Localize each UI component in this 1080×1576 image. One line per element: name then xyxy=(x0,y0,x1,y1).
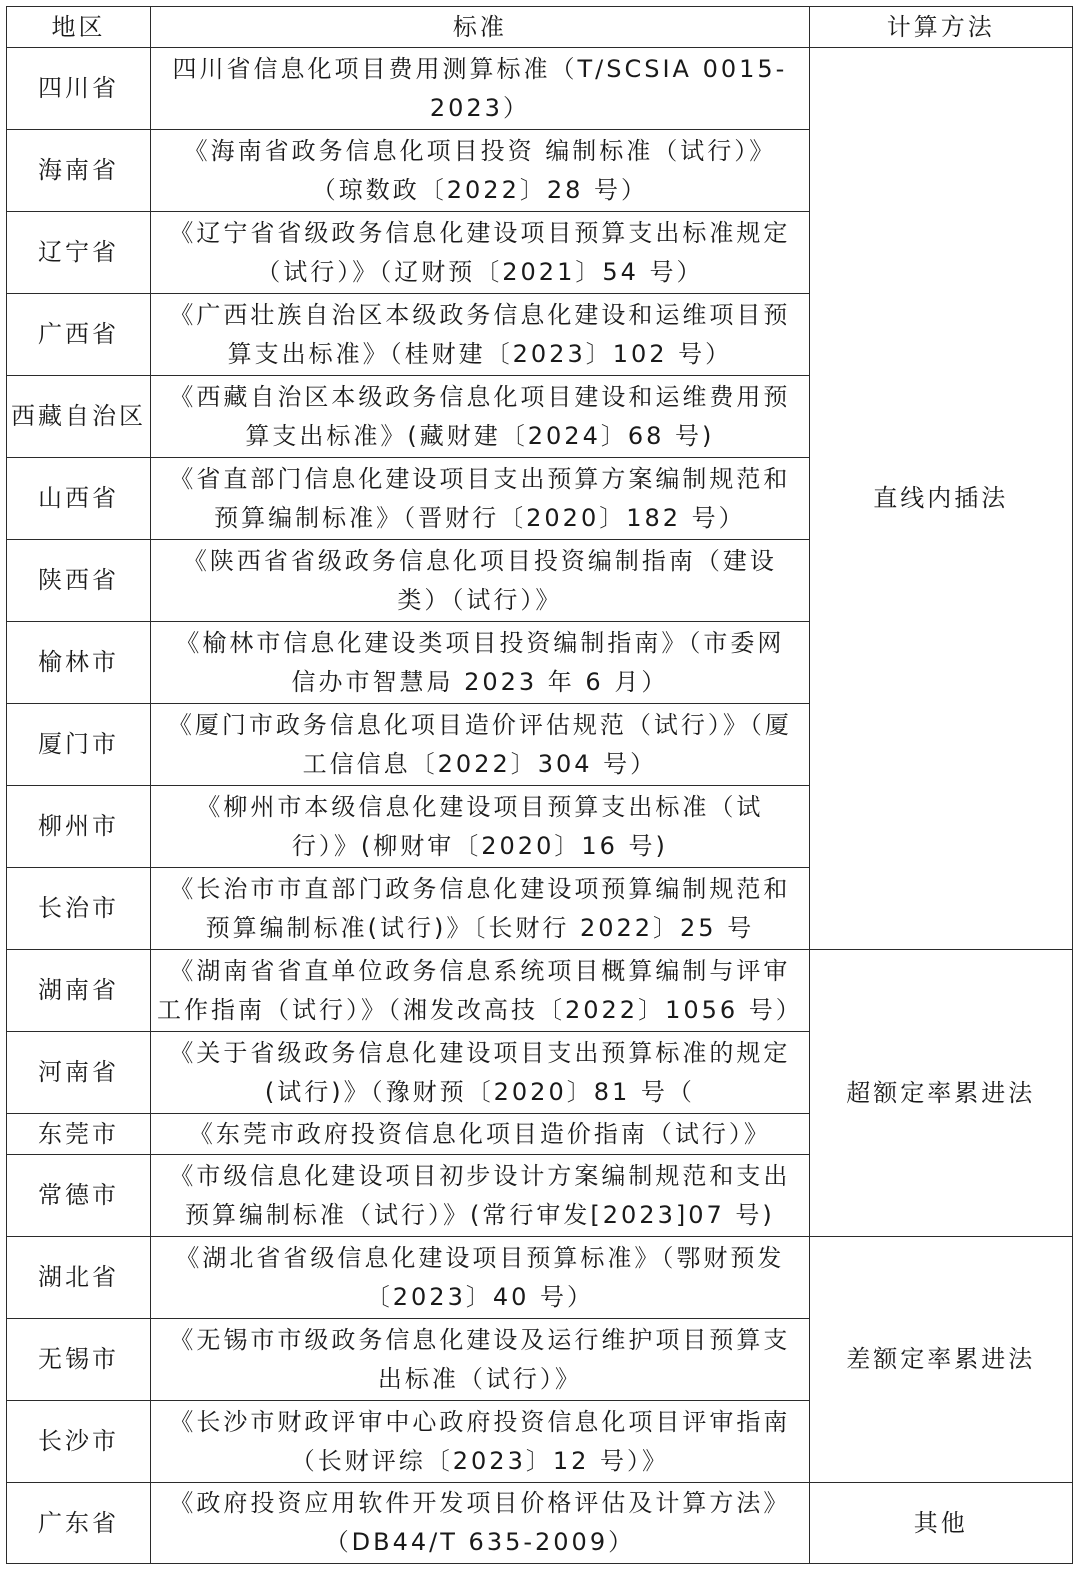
header-region: 地区 xyxy=(7,7,151,48)
region-cell: 柳州市 xyxy=(7,786,151,868)
standard-line: 算支出标准》（桂财建〔2023〕102 号） xyxy=(227,339,733,368)
standard-line: 预算编制标准》（晋财行〔2020〕182 号） xyxy=(214,503,746,532)
standard-cell xyxy=(151,1401,810,1483)
standard-cell xyxy=(151,1155,810,1237)
region-cell: 湖北省 xyxy=(7,1237,151,1319)
standard-line: 《东莞市政府投资信息化项目造价指南（试行）》 xyxy=(188,1119,771,1148)
standard-cell xyxy=(151,1237,810,1319)
standard-line: 《辽宁省省级政务信息化建设项目预算支出标准规定 xyxy=(169,218,791,247)
table-row xyxy=(7,1237,1073,1319)
region-cell: 常德市 xyxy=(7,1155,151,1237)
region-cell: 长治市 xyxy=(7,868,151,950)
standard-line: 预算编制标准（试行）》(常行审发[2023]07 号) xyxy=(185,1200,775,1229)
standard-line: 《柳州市本级信息化建设项目预算支出标准（试 xyxy=(196,792,764,821)
region-cell: 广西省 xyxy=(7,294,151,376)
standard-line: 《榆林市信息化建设类项目投资编制指南》（市委网 xyxy=(175,628,785,657)
standard-cell xyxy=(151,130,810,212)
header-method: 计算方法 xyxy=(809,7,1072,48)
standard-cell xyxy=(151,48,810,130)
standard-line: 四川省信息化项目费用测算标准（T/SCSIA 0015- xyxy=(172,54,788,83)
standard-cell xyxy=(151,1483,810,1564)
standard-cell xyxy=(151,376,810,458)
standard-line: 出标准（试行）》 xyxy=(377,1364,582,1393)
method-cell-excess: 超额定率累进法 xyxy=(809,950,1072,1237)
standard-cell xyxy=(151,1032,810,1114)
standard-line: 2023） xyxy=(429,93,530,122)
method-cell-linear: 直线内插法 xyxy=(809,48,1072,950)
region-cell: 四川省 xyxy=(7,48,151,130)
region-cell: 无锡市 xyxy=(7,1319,151,1401)
standard-line: 《长治市市直部门政务信息化建设项预算编制规范和 xyxy=(169,874,791,903)
method-cell-other: 其他 xyxy=(809,1483,1072,1564)
standard-line: 《西藏自治区本级政务信息化项目建设和运维费用预 xyxy=(169,382,791,411)
standard-line: （DB44/T 635-2009） xyxy=(324,1528,636,1556)
standard-cell xyxy=(151,622,810,704)
region-cell: 海南省 xyxy=(7,130,151,212)
region-cell: 榆林市 xyxy=(7,622,151,704)
standard-line: (试行)》（豫财预〔2020〕81 号（ xyxy=(264,1077,695,1106)
standard-cell xyxy=(151,294,810,376)
standard-line: 《长沙市财政评审中心政府投资信息化项目评审指南 xyxy=(169,1407,791,1436)
region-cell: 长沙市 xyxy=(7,1401,151,1483)
region-cell: 广东省 xyxy=(7,1483,151,1564)
standard-line: 工作指南（试行）》（湘发改高技〔2022〕1056 号） xyxy=(157,995,803,1024)
method-cell-differential: 差额定率累进法 xyxy=(809,1237,1072,1483)
standard-cell xyxy=(151,458,810,540)
table-row xyxy=(7,1483,1073,1564)
table-row xyxy=(7,950,1073,1032)
region-cell: 厦门市 xyxy=(7,704,151,786)
standard-line: （试行）》（辽财预〔2021〕54 号） xyxy=(256,257,704,286)
standard-line: 《广西壮族自治区本级政务信息化建设和运维项目预 xyxy=(169,300,791,329)
region-cell: 河南省 xyxy=(7,1032,151,1114)
region-cell: 西藏自治区 xyxy=(7,376,151,458)
standard-cell xyxy=(151,950,810,1032)
standard-cell xyxy=(151,868,810,950)
region-cell: 辽宁省 xyxy=(7,212,151,294)
standard-line: 《关于省级政务信息化建设项目支出预算标准的规定 xyxy=(169,1038,791,1067)
standard-line: 《市级信息化建设项目初步设计方案编制规范和支出 xyxy=(169,1161,791,1190)
standards-table xyxy=(6,6,1073,1564)
standard-line: 《陕西省省级政务信息化项目投资编制指南（建设 xyxy=(182,546,777,575)
standard-line: 《省直部门信息化建设项目支出预算方案编制规范和 xyxy=(169,464,791,493)
standard-line: 《海南省政务信息化项目投资 编制标准（试行）》 xyxy=(183,136,777,165)
standard-cell xyxy=(151,786,810,868)
region-cell: 东莞市 xyxy=(7,1114,151,1155)
standard-line: 《厦门市政务信息化项目造价评估规范（试行）》（厦 xyxy=(167,710,792,739)
standard-line: 《政府投资应用软件开发项目价格评估及计算方法》 xyxy=(169,1489,791,1517)
standard-line: 信办市智慧局 2023 年 6 月） xyxy=(291,667,669,696)
standard-line: 〔2023〕40 号） xyxy=(365,1282,595,1311)
standard-line: 工信信息〔2022〕304 号） xyxy=(302,749,658,778)
standard-line: 行）》(柳财审〔2020〕16 号) xyxy=(291,831,668,860)
standard-line: 《湖南省省直单位政务信息系统项目概算编制与评审 xyxy=(169,956,791,985)
region-cell: 山西省 xyxy=(7,458,151,540)
table-header-row xyxy=(7,7,1073,48)
region-cell: 湖南省 xyxy=(7,950,151,1032)
standard-line: 预算编制标准(试行)》〔长财行 2022〕25 号 xyxy=(205,913,755,942)
standard-line: 《无锡市市级政务信息化建设及运行维护项目预算支 xyxy=(169,1325,791,1354)
region-cell: 陕西省 xyxy=(7,540,151,622)
standard-line: （长财评综〔2023〕12 号）》 xyxy=(290,1446,670,1475)
standard-line: 算支出标准》(藏财建〔2024〕68 号) xyxy=(245,421,715,450)
table-row xyxy=(7,48,1073,130)
standard-cell xyxy=(151,212,810,294)
header-standard: 标准 xyxy=(151,7,810,48)
standard-line: 类）（试行）》 xyxy=(397,585,563,614)
standard-line: 《湖北省省级信息化建设项目预算标准》（鄂财预发 xyxy=(175,1243,785,1272)
standard-line: （琼数政〔2022〕28 号） xyxy=(311,175,649,204)
standard-cell xyxy=(151,1114,810,1155)
standard-cell xyxy=(151,540,810,622)
standard-cell xyxy=(151,704,810,786)
standard-cell xyxy=(151,1319,810,1401)
